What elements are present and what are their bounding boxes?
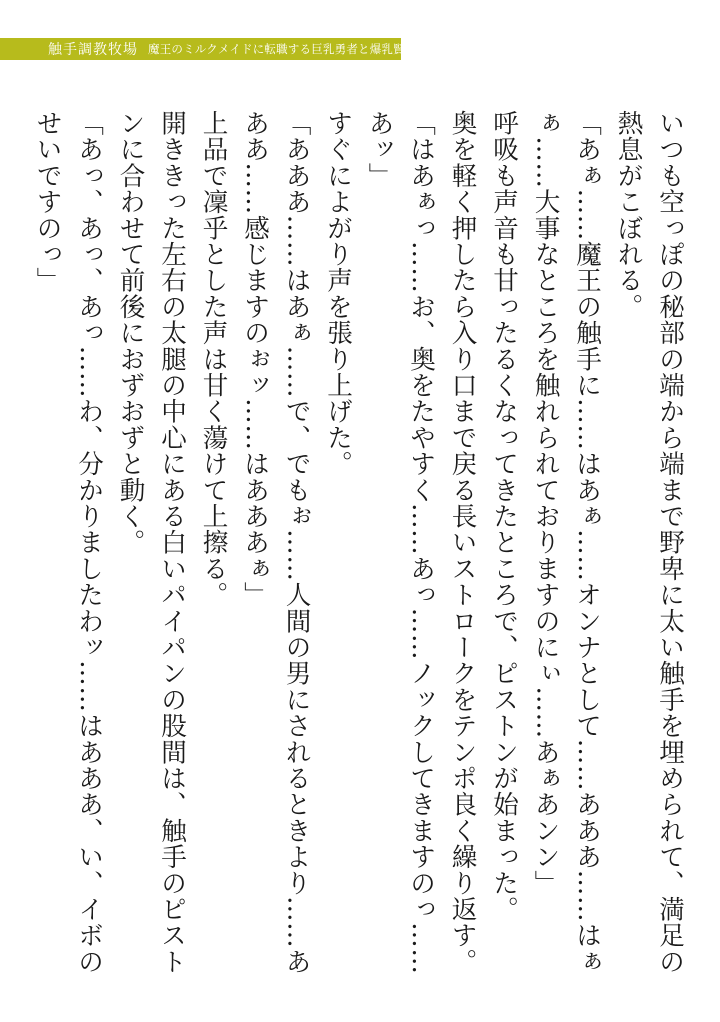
book-subtitle: 魔王のミルクメイドに転職する巨乳勇者と爆乳賢者 xyxy=(148,42,417,56)
paragraph: 呼吸も声音も甘ったるくなってきたところで、ピストンが始まった。 xyxy=(489,110,519,923)
paragraph: すぐによがり声を張り上げた。 xyxy=(323,110,353,477)
paragraph: 上品で凜乎とした声は甘く蕩けて上擦る。 xyxy=(198,110,229,608)
book-title: 触手調教牧場 xyxy=(48,42,138,58)
dialogue: 「はあぁっ……お、奥をたやすく……あっ……ノックしてきますのっ……あッ」 xyxy=(364,110,436,975)
paragraph: 奥を軽く押したら入り口まで戻る長いストロークをテンポ良く繰り返す。 xyxy=(447,110,478,975)
paragraph: 開ききった左右の太腿の中心にある白いパイパンの股間は、触手のピストンに合わせて前後におずおずと動く。 xyxy=(115,110,187,975)
paragraph: いつも空っぽの秘部の端から端まで野卑に太い触手を埋められて、満足の熱息がこぼれる。 xyxy=(613,110,685,975)
dialogue: 「あっ、あっ、あっ……わ、分かりましたわッ……はあああ、い、イボのせいですのっ」 xyxy=(32,110,104,975)
running-header xyxy=(0,38,417,60)
vertical-text-body xyxy=(32,110,690,990)
dialogue: 「あああ……はあぁ……で、でもぉ……人間の男にされるときより……あああ……感じますのぉッ……はあああぁ」 xyxy=(240,110,312,975)
dialogue: 「あぁ……魔王の触手に……はあぁ……オンナとして……あああ……はぁぁ……大事なところを触れられておりますのにぃ……あぁあンン」 xyxy=(530,110,602,975)
